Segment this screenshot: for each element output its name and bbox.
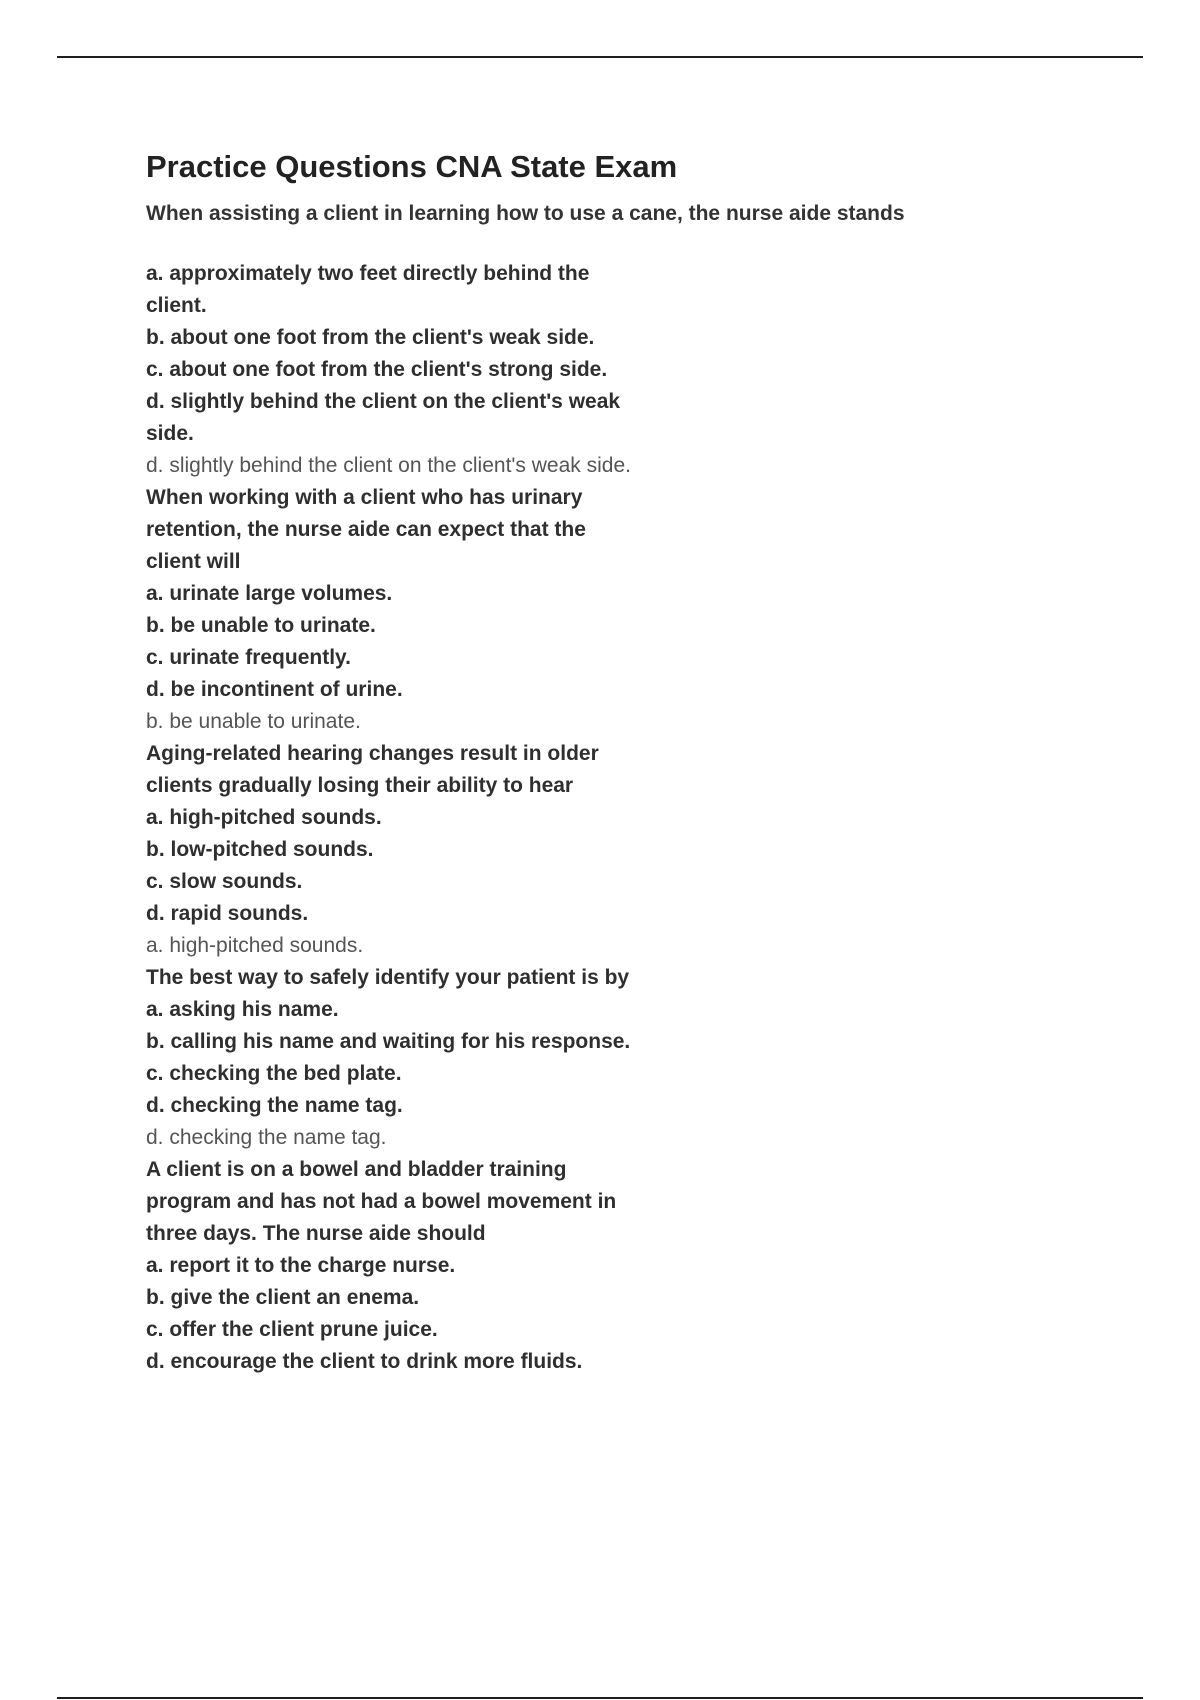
answer-option: b. be unable to urinate.	[146, 614, 376, 637]
correct-answer: b. be unable to urinate.	[146, 710, 361, 733]
answer-option: c. checking the bed plate.	[146, 1062, 402, 1085]
question-intro: When assisting a client in learning how to use a cane, the nurse aide stands	[146, 202, 905, 225]
answer-option: d. slightly behind the client on the client's weak side.	[146, 390, 621, 445]
answer-option: c. slow sounds.	[146, 870, 303, 893]
question-text: The best way to safely identify your patient is by	[146, 966, 630, 989]
footer-rule	[57, 1697, 1143, 1699]
answer-option: a. report it to the charge nurse.	[146, 1254, 456, 1277]
answer-option: d. rapid sounds.	[146, 902, 309, 925]
question-text: A client is on a bowel and bladder training program and has not had a bowel movement in three days. The nurse aide should	[146, 1158, 617, 1245]
answer-option: d. checking the name tag.	[146, 1094, 403, 1117]
page-title: Practice Questions CNA State Exam	[146, 149, 678, 184]
answer-option: a. asking his name.	[146, 998, 339, 1021]
answer-option: b. low-pitched sounds.	[146, 838, 374, 861]
answer-option: b. about one foot from the client's weak side.	[146, 326, 595, 349]
correct-answer: d. checking the name tag.	[146, 1126, 387, 1149]
question-text: Aging-related hearing changes result in older clients gradually losing their ability to hear	[146, 742, 599, 797]
correct-answer: a. high-pitched sounds.	[146, 934, 364, 957]
answer-option: a. high-pitched sounds.	[146, 806, 382, 829]
document-body	[146, 146, 1146, 1378]
question-text: When working with a client who has urinary retention, the nurse aide can expect that the client will	[146, 486, 586, 573]
answer-option: d. be incontinent of urine.	[146, 678, 403, 701]
answer-option: a. urinate large volumes.	[146, 582, 393, 605]
correct-answer: d. slightly behind the client on the client's weak side.	[146, 454, 631, 477]
question-list	[146, 258, 636, 1378]
answer-option: c. about one foot from the client's strong side.	[146, 358, 608, 381]
answer-option: a. approximately two feet directly behind the client.	[146, 262, 590, 317]
answer-option: c. urinate frequently.	[146, 646, 351, 669]
answer-option: c. offer the client prune juice.	[146, 1318, 438, 1341]
answer-option: b. give the client an enema.	[146, 1286, 420, 1309]
answer-option: d. encourage the client to drink more fluids.	[146, 1350, 583, 1373]
answer-option: b. calling his name and waiting for his response.	[146, 1030, 631, 1053]
header-rule	[57, 56, 1143, 58]
